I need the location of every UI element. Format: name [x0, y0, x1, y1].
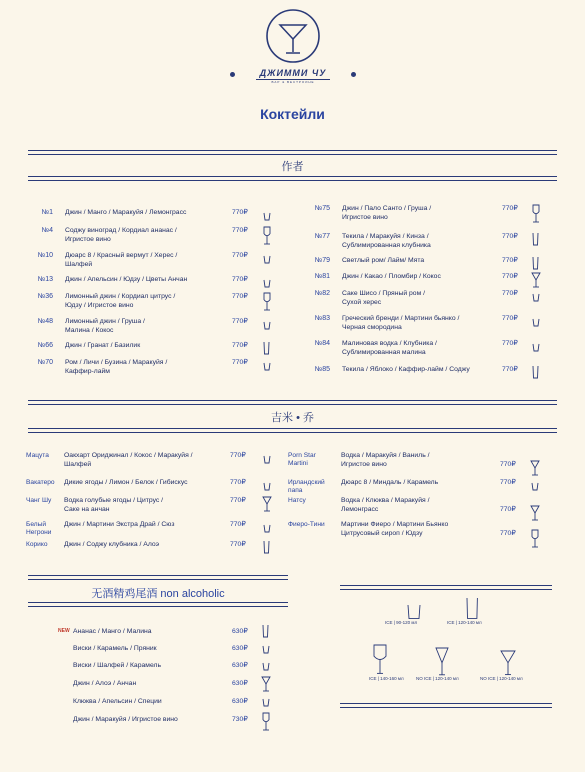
item-description: Оакхарт Ориджинал / Кокос / Маракуйя / [64, 452, 193, 459]
item-price: 630₽ [232, 645, 248, 652]
item-description: Соджу виноград / Кордиал ананас / [65, 227, 177, 234]
item-price: 770₽ [232, 293, 248, 300]
item-number: №82 [314, 290, 330, 297]
item-description: Джин / Гранат / Базилик [65, 342, 141, 349]
item-description: Шалфей [64, 461, 92, 468]
cocktail-name: Мацута [26, 452, 49, 459]
item-price: 770₽ [502, 340, 518, 347]
rocks-glass-icon [262, 358, 272, 376]
item-description: Виски / Карамель / Пряник [73, 645, 157, 652]
cocktail-name: Ирландский [288, 479, 325, 486]
item-description: Джин / Маракуйя / Игристое вино [73, 716, 178, 723]
martini-glass-icon [530, 505, 540, 526]
wine-glass-icon [262, 226, 272, 250]
item-price: 770₽ [232, 359, 248, 366]
item-price: 770₽ [232, 276, 248, 283]
item-description: Водка / Маракуйя / Ваниль / [341, 452, 430, 459]
item-number: №81 [314, 273, 330, 280]
item-description: Джин / Пало Санто / Груша / [342, 205, 432, 212]
item-description: Джин / Апельсин / Юдзу / Цветы Анчан [65, 276, 188, 283]
item-description: Шалфей [65, 261, 93, 268]
item-number: №77 [314, 233, 330, 240]
rocks-glass-icon [262, 451, 272, 469]
item-description: Греческий бренди / Мартини бьянко / [342, 315, 460, 322]
item-description: Цитрусовый сироп / Юдзу [341, 530, 423, 537]
item-price: 770₽ [500, 506, 516, 513]
divider [28, 400, 557, 405]
item-price: 630₽ [232, 680, 248, 687]
item-price: 770₽ [232, 227, 248, 234]
item-description: Джин / Манго / Маракуйя / Лемонграсс [65, 209, 187, 216]
item-description: Водка голубые ягоды / Цитрус / [64, 497, 164, 504]
rocks-glass-icon [262, 251, 272, 269]
highball-glass-icon [531, 232, 540, 251]
wine-glass-icon [262, 292, 272, 316]
item-price: 770₽ [230, 521, 246, 528]
item-number: №48 [37, 318, 53, 325]
item-price: 770₽ [502, 290, 518, 297]
item-description: Сублимированная клубника [342, 242, 431, 249]
item-number: №83 [314, 315, 330, 322]
cocktail-name: Корико [26, 541, 48, 548]
divider [28, 575, 288, 580]
section-title-classic: 吉米 • 乔 [271, 412, 314, 424]
item-description: Джин / Мартини Экстра Драй / Сюз [64, 521, 175, 528]
legend-caption: ICE | 90-120 мл [385, 620, 418, 625]
item-description: Клюква / Апельсин / Специи [73, 698, 162, 705]
wine-glass-icon [372, 644, 388, 679]
item-price: 770₽ [230, 452, 246, 459]
item-description: Игристое вино [65, 236, 111, 243]
rocks-glass-icon [531, 289, 541, 307]
legend-caption: ICE | 140-160 мл [369, 676, 404, 681]
wine-glass-icon [531, 204, 541, 228]
item-number: №36 [37, 293, 53, 300]
highball-glass-icon [531, 365, 540, 384]
cocktail-name: Porn Star [288, 452, 316, 459]
item-description: Лемонграсс [341, 506, 379, 513]
item-number: №4 [41, 227, 53, 234]
item-price: 770₽ [232, 209, 248, 216]
item-price: 770₽ [502, 205, 518, 212]
item-description: Джин / Алоэ / Анчан [73, 680, 137, 687]
item-description: Малиновая водка / Клубника / [342, 340, 437, 347]
item-price: 770₽ [502, 257, 518, 264]
item-description: Мартини Фиеро / Мартини Бьянко [341, 521, 449, 528]
item-number: №1 [41, 209, 53, 216]
martini-glass-icon [262, 496, 272, 517]
item-description: Саке на анчан [64, 506, 110, 513]
dot-right-icon [351, 72, 356, 77]
item-description: Игристое вино [342, 214, 388, 221]
item-price: 770₽ [230, 497, 246, 504]
item-price: 770₽ [500, 461, 516, 468]
cocktail-name: Негрони [26, 529, 52, 536]
item-description: Дюарс 8 / Красный вермут / Херес / [65, 252, 178, 259]
dot-left-icon [230, 72, 235, 77]
logo-emblem [265, 8, 321, 64]
item-price: 770₽ [502, 366, 518, 373]
rocks-glass-icon [261, 694, 271, 712]
item-description: Саке Шисо / Пряный ром / [342, 290, 426, 297]
item-number: №13 [37, 276, 53, 283]
rocks-glass-icon [261, 641, 271, 659]
legend-divider-top [340, 585, 552, 590]
page-title: Коктейли [260, 106, 325, 122]
cocktail-name: Натсу [288, 497, 306, 504]
rocks-glass-icon [262, 520, 272, 538]
legend-caption: NO ICE | 120-140 мл [480, 676, 523, 681]
item-description: Текила / Яблоко / Каффир-лайм / Соджу [342, 366, 470, 373]
cocktail-name: Фиеро-Тини [288, 521, 325, 528]
item-description: Водка / Клюква / Маракуйя / [341, 497, 430, 504]
highball-glass-icon [262, 540, 271, 559]
divider [28, 602, 288, 607]
item-number: №75 [314, 205, 330, 212]
item-description: Светлый ром/ Лайм/ Мята [342, 257, 425, 264]
cocktail-name: папа [288, 487, 303, 494]
rocks-glass-icon [262, 478, 272, 496]
item-description: Сублимированная малина [342, 349, 426, 356]
cocktail-name: Вакатеро [26, 479, 55, 486]
item-price: 770₽ [500, 530, 516, 537]
item-description: Джин / Соджу клубника / Алоэ [64, 541, 160, 548]
item-description: Каффир-лайм [65, 368, 110, 375]
cocktail-name: Чанг Шу [26, 497, 52, 504]
new-badge: NEW [58, 628, 70, 634]
item-price: 770₽ [232, 318, 248, 325]
rocks-glass-icon [262, 317, 272, 335]
item-description: Игристое вино [341, 461, 387, 468]
wine-glass-icon [261, 712, 271, 736]
item-price: 630₽ [232, 628, 248, 635]
item-description: Ананас / Манго / Малина [73, 628, 152, 635]
item-description: Ром / Личи / Бузина / Маракуйя / [65, 359, 168, 366]
item-description: Дикие ягоды / Лимон / Белок / Гибискус [64, 479, 188, 486]
item-description: Лимонный джин / Груша / [65, 318, 145, 325]
rocks-glass-icon [262, 208, 272, 226]
brand-tagline: ВАР & ВЕСТРОИНЕ [271, 80, 315, 84]
item-description: Юдзу / Игристое вино [65, 302, 134, 309]
item-number: №84 [314, 340, 330, 347]
rocks-glass-icon [261, 658, 271, 676]
item-description: Виски / Шалфей / Карамель [73, 662, 162, 669]
legend-divider-bottom [340, 703, 552, 708]
item-description: Черная смородина [342, 324, 402, 331]
item-description: Дюарс 8 / Миндаль / Карамель [341, 479, 439, 486]
item-price: 770₽ [230, 541, 246, 548]
brand-bar [230, 68, 356, 82]
rocks-glass-icon [531, 314, 541, 332]
item-number: №70 [37, 359, 53, 366]
rocks-glass-icon [531, 339, 541, 357]
brand-name: ДЖИММИ ЧУ [256, 68, 330, 80]
divider [28, 150, 557, 155]
legend-caption: NO ICE | 120-140 мл [416, 676, 459, 681]
rocks-glass-icon [530, 478, 540, 496]
item-description: Текила / Маракуйя / Кинза / [342, 233, 429, 240]
item-number: №10 [37, 252, 53, 259]
item-number: №79 [314, 257, 330, 264]
item-price: 770₽ [502, 233, 518, 240]
item-price: 770₽ [500, 479, 516, 486]
item-price: 770₽ [232, 252, 248, 259]
section-title-author: 作者 [281, 161, 304, 173]
item-price: 770₽ [230, 479, 246, 486]
wine-glass-icon [530, 529, 540, 553]
item-number: №85 [314, 366, 330, 373]
cocktail-name: Белый [26, 521, 47, 528]
item-price: 630₽ [232, 662, 248, 669]
item-price: 770₽ [502, 273, 518, 280]
item-price: 770₽ [232, 342, 248, 349]
item-description: Малина / Кокос [65, 327, 114, 334]
item-price: 770₽ [502, 315, 518, 322]
item-description: Лимонный джин / Кордиал цитрус / [65, 293, 176, 300]
item-description: Джин / Какао / Пломбир / Кокос [342, 273, 441, 280]
cocktail-name: Martini [288, 460, 308, 467]
section-title-nonalc: 无酒精鸡尾酒 non alcoholic [91, 588, 225, 600]
item-price: 630₽ [232, 698, 248, 705]
divider [28, 428, 557, 433]
item-price: 730₽ [232, 716, 248, 723]
legend-caption: ICE | 120-140 мл [447, 620, 482, 625]
item-description: Сухой херес [342, 299, 382, 306]
item-number: №66 [37, 342, 53, 349]
divider [28, 176, 557, 181]
rocks-glass-icon [262, 275, 272, 293]
